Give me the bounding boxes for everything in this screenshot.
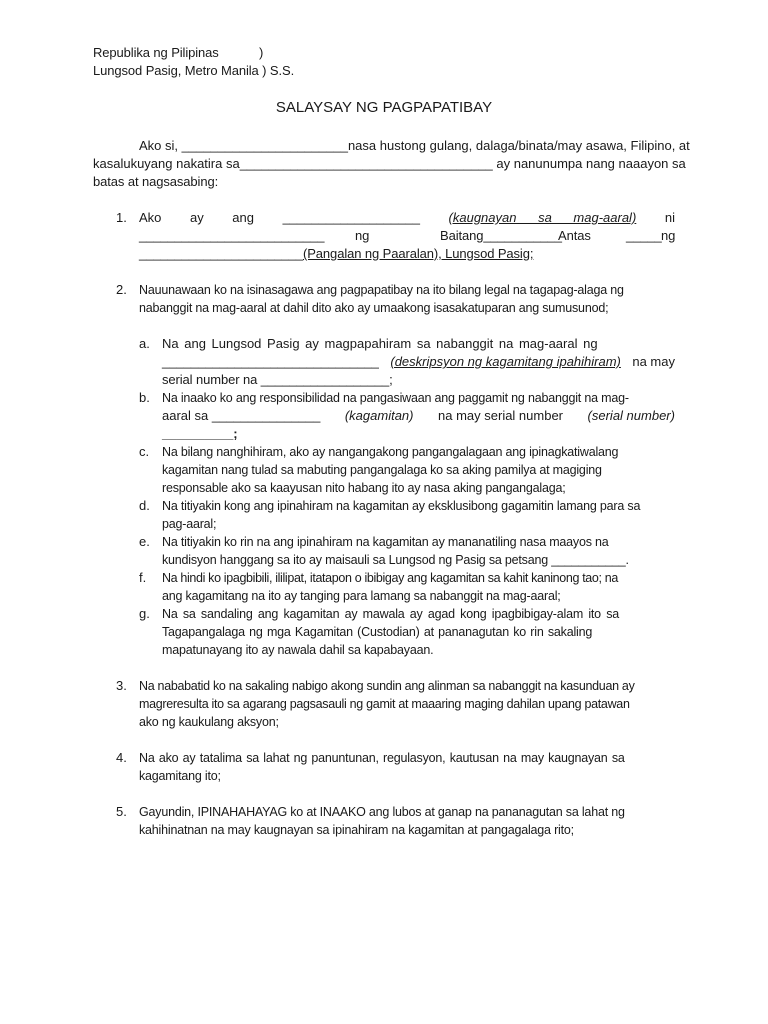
item-3-number: 3. (116, 678, 127, 693)
header-republic (93, 44, 264, 62)
page-title: SALAYSAY NG PAGPAPATIBAY (275, 99, 493, 116)
item-4-line-1: Na ako ay tatalima sa lahat ng panuntunan, regulasyon, kautusan na may kaugnayan sa (139, 751, 625, 765)
relation-blank: ___________________ (282, 210, 420, 225)
school-blank: _______________________ (139, 246, 303, 261)
item-5-line-2: kahihinatnan na may kaugnayan sa ipinahiram na kagamitan at pangagalaga rito; (139, 823, 574, 837)
item-1-ng-2: ng (661, 228, 676, 243)
item-5-number: 5. (116, 804, 127, 819)
item-2g-line-2: Tagapangalaga ng mga Kagamitan (Custodian) at pananagutan ko rin sakaling (162, 625, 593, 639)
item-2a-letter: a. (139, 336, 150, 351)
item-1-ng: ng (355, 228, 370, 243)
item-2d-line-2: pag-aaral; (162, 517, 217, 531)
item-2-line-1: Nauunawaan ko na isinasagawa ang pagpapatibay na ito bilang legal na tagapag-alaga ng (139, 283, 624, 297)
header-republic-text: Republika ng Pilipinas (93, 45, 219, 60)
intro-line-3: batas at nagsasabing: (93, 174, 219, 189)
item-2c-line-3: responsable ako sa kaayusan nito habang ito ay nasa aking pangangalaga; (162, 481, 566, 495)
header-city: Lungsod Pasig, Metro Manila ) S.S. (93, 63, 295, 78)
item-2f-line-2: ang kagamitang na ito ay tanging para lamang sa nabanggit na mag-aaral; (162, 589, 561, 603)
equipment-label: (kagamitan) (344, 408, 414, 423)
equipment-description-label: (deskripsyon ng kagamitang ipahihiram) (390, 354, 621, 369)
item-2c-line-2: kagamitan nang tulad sa mabuting pangangalaga ko sa aking pamilya at magiging (162, 463, 602, 477)
student-name-blank: __________________________ (139, 228, 325, 243)
item-2a-line-2 (162, 353, 675, 371)
serial-number-label: (serial number) (587, 408, 675, 423)
item-2a-line-3: serial number na __________________; (162, 372, 393, 387)
item-2b-equipment-blank: aaral sa _______________ (162, 408, 321, 423)
item-2d-line-1: Na titiyakin kong ang ipinahiram na kagamitan ay eksklusibong gagamitin lamang para sa (162, 499, 641, 513)
item-2f-letter: f. (139, 570, 147, 585)
school-label: (Pangalan ng Paaralan), Lungsod Pasig; (303, 246, 534, 261)
item-1-antas: Antas (558, 228, 591, 243)
item-2f-line-1: Na hindi ko ipagbibili, ililipat, itatapon o ibibigay ang kagamitan sa kahit kaninong tao; na (162, 571, 618, 585)
item-2c-line-1: Na bilang nanghihiram, ako ay nangangakong pangangalagaan ang ipinagkatiwalang (162, 445, 619, 459)
section-blank: _____ (626, 228, 662, 243)
intro-line-2 (93, 155, 686, 173)
item-2-line-2: nabanggit na mag-aaral at dahil dito ako ay umaakong isasakatuparan ang sumusunod; (139, 301, 609, 315)
address-blank: __________________________________ (239, 156, 486, 171)
item-2b-serial-text: na may serial number (438, 408, 564, 423)
item-1-ang: ang (232, 210, 254, 225)
item-1-ako: Ako (139, 210, 162, 225)
item-2-number: 2. (116, 282, 127, 297)
item-2b-line-1: Na inaako ko ang responsibilidad na pangasiwaan ang paggamit ng nabanggit na mag- (162, 391, 629, 405)
item-4-number: 4. (116, 750, 127, 765)
item-2e-line-2: kundisyon hanggang sa ito ay maisauli sa Lungsod ng Pasig sa petsang ___________. (162, 553, 629, 567)
header-paren: ) (259, 45, 264, 60)
item-1-number: 1. (116, 210, 127, 225)
item-2a-line-1: Na ang Lungsod Pasig ay magpapahiram sa nabanggit na mag-aaral ng (162, 336, 598, 351)
item-2d-letter: d. (139, 498, 150, 513)
item-2c-letter: c. (139, 444, 150, 459)
item-3-line-3: ako ng kaukulang aksyon; (139, 715, 279, 729)
intro-ako-si: Ako si, (139, 138, 179, 153)
item-3-line-2: magreresulta ito sa agarang pagsasauli ng gamit at maaaring maging dahilan upang patawan (139, 697, 630, 711)
item-2g-line-1: Na sa sandaling ang kagamitan ay mawala ay agad kong ipagbibigay-alam ito sa (162, 607, 619, 621)
intro-line-1 (139, 137, 690, 155)
equipment-description-blank: ______________________________ (162, 354, 379, 369)
grade-blank: Baitang___________ (440, 228, 562, 243)
item-5-line-1: Gayundin, IPINAHAHAYAG ko at INAAKO ang lubos at ganap na pananagutan sa lahat ng (139, 805, 625, 819)
item-2g-letter: g. (139, 606, 150, 621)
item-3-line-1: Na nababatid ko na sakaling nabigo akong sundin ang alinman sa nabanggit na kasunduan ay (139, 679, 635, 693)
intro-oath: _ ay nanunumpa nang naaayon sa (485, 156, 686, 171)
item-1-line-1 (139, 209, 675, 227)
intro-residing: kasalukuyang nakatira sa (93, 156, 240, 171)
item-2b-line-2 (162, 407, 675, 425)
item-1-ni: ni (664, 210, 675, 225)
serial-number-blank: __________; (162, 426, 238, 441)
item-2e-line-1: Na titiyakin ko rin na ang ipinahiram na kagamitan ay mananatiling nasa maayos na (162, 535, 609, 549)
relation-label: (kaugnayan sa mag-aaral) (448, 210, 637, 225)
item-2e-letter: e. (139, 534, 150, 549)
item-1-line-3 (139, 245, 533, 263)
name-blank: _______________________ (181, 138, 348, 153)
item-4-line-2: kagamitang ito; (139, 769, 221, 783)
item-2g-line-3: mapatunayang ito ay nawala dahil sa kapabayaan. (162, 643, 434, 657)
intro-status-text: nasa hustong gulang, dalaga/binata/may asawa, Filipino, at (347, 138, 690, 153)
item-2a-na-may: na may (632, 354, 675, 369)
item-1-ay: ay (189, 210, 204, 225)
item-2b-letter: b. (139, 390, 150, 405)
